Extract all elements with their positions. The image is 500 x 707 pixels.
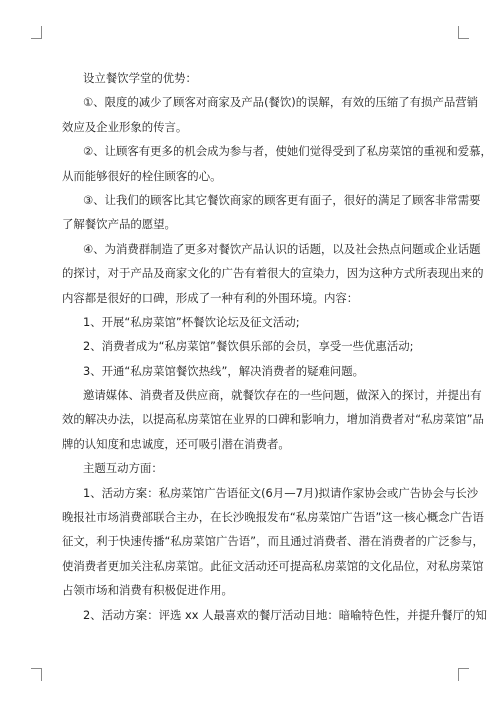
crop-mark-bottom-right — [458, 668, 469, 681]
paragraph-line: 2、活动方案：评选 xx 人最喜欢的餐厅活动目地：暗喻特色性，并提升餐厅的知 — [83, 607, 487, 622]
crop-mark-bottom-left — [31, 668, 42, 681]
section-heading: 主题互动方面： — [83, 461, 163, 476]
paragraph-line: ④、为消费群制造了更多对餐饮产品认识的话题，以及社会热点问题或企业话题 — [83, 241, 481, 256]
paragraph-line: 1、活动方案：私房菜馆广告语征文(6月—7月)拟请作家协会或广告协会与长沙 — [83, 485, 479, 500]
paragraph-line: 内容都是很好的口碑，形成了一种有利的外围环境。内容： — [62, 290, 359, 305]
document-body — [62, 66, 492, 627]
paragraph-line: 的探讨，对于产品及商家文化的广告有着很大的宣染力，因为这种方式所表现出来的 — [62, 266, 484, 281]
list-item: 1、开展“私房菜馆”杯餐饮论坛及征文活动; — [83, 314, 300, 329]
crop-mark-top-left — [31, 26, 42, 39]
paragraph-line: 效的解决办法，以提高私房菜馆在业界的口碑和影响力，增加消费者对“私房菜馆”品 — [62, 412, 484, 427]
paragraph-line: 邀请媒体、消费者及供应商，就餐饮存在的一些问题，做深入的探讨，并提出有 — [83, 388, 482, 403]
list-item: 3、开通“私房菜馆餐饮热线”，解决消费者的疑难问题。 — [83, 363, 365, 378]
crop-mark-top-right — [458, 26, 469, 39]
paragraph-line: ②、让顾客有更多的机会成为参与者，使她们觉得受到了私房菜馆的重视和爱慕， — [83, 144, 492, 159]
paragraph-line: 效应及企业形象的传言。 — [62, 119, 188, 134]
paragraph-line: ③、让我们的顾客比其它餐饮商家的顾客更有面子，很好的满足了顾客非常需要 — [83, 192, 481, 207]
paragraph-line: 占领市场和消费有积极促进作用。 — [62, 583, 233, 598]
section-heading: 设立餐饮学堂的优势： — [83, 71, 197, 85]
list-item: 2、消费者成为“私房菜馆”餐饮俱乐部的会员，享受一些优惠活动; — [83, 339, 414, 354]
paragraph-line: 征文，利于快速传播“私房菜馆广告语”，而且通过消费者、潜在消费者的广泛参与， — [62, 534, 484, 549]
paragraph-line: 牌的认知度和忠诚度，还可吸引潜在消费者。 — [62, 436, 290, 451]
paragraph-line: 了解餐饮产品的愿望。 — [62, 217, 176, 232]
paragraph-line: 从而能够很好的栓住顾客的心。 — [62, 168, 222, 183]
paragraph-line: 晚报社市场消费部联合主办，在长沙晚报发布“私房菜馆广告语”这一核心概念广告语 — [62, 510, 484, 525]
paragraph-line: 使消费者更加关注私房菜馆。此征文活动还可提高私房菜馆的文化品位，对私房菜馆 — [62, 558, 484, 573]
paragraph-line: ①、限度的减少了顾客对商家及产品(餐饮)的误解，有效的压缩了有损产品营销 — [83, 95, 478, 110]
